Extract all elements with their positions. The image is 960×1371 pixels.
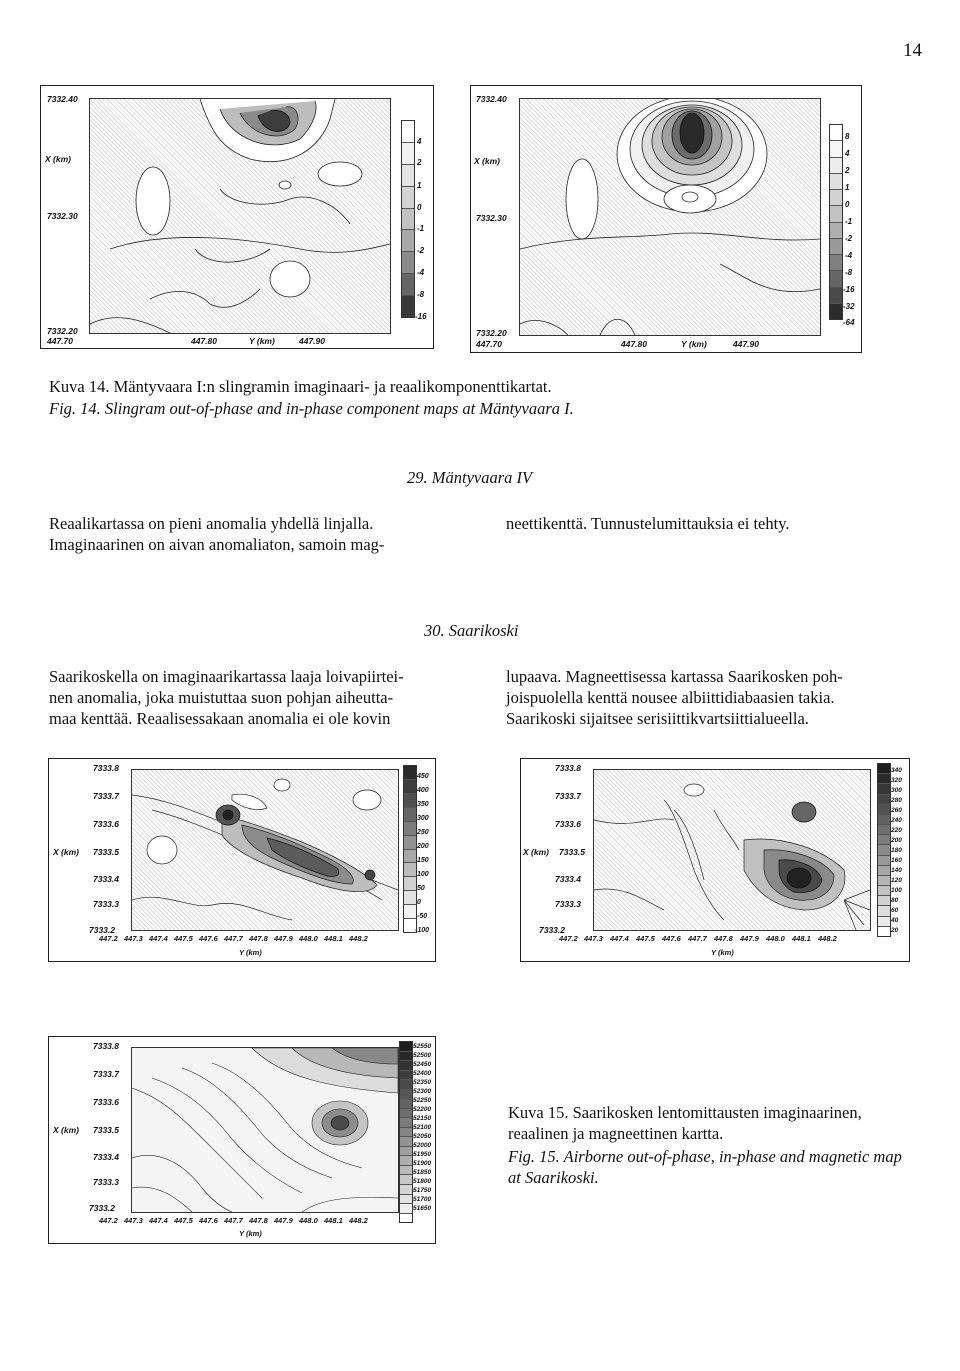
contour-plot	[593, 769, 871, 931]
y-tick: 447.5	[174, 1216, 193, 1225]
scale-label: 2	[845, 166, 850, 175]
scale-label: 350	[417, 801, 429, 808]
text-line: maa kenttää. Reaalisessakaan anomalia ei ole kovin	[49, 709, 391, 728]
scale-label: 0	[845, 200, 850, 209]
scale-label: 120	[891, 877, 902, 884]
scale-label: 260	[891, 807, 902, 814]
y-tick: 447.4	[149, 934, 168, 943]
y-tick: 447.3	[124, 934, 143, 943]
section-29-heading: 29. Mäntyvaara IV	[407, 468, 533, 487]
scale-label: 50	[417, 885, 425, 892]
x-tick: 7333.7	[93, 791, 119, 801]
y-tick: 447.6	[662, 934, 681, 943]
text-line: Imaginaarinen on aivan anomaliaton, samoin mag-	[49, 535, 385, 554]
scale-label: 51900	[413, 1160, 432, 1167]
scale-label: 51950	[413, 1151, 432, 1158]
fig15-magnetic-map	[48, 1036, 436, 1244]
x-tick: 7333.7	[93, 1069, 119, 1079]
y-tick: 447.7	[688, 934, 707, 943]
scale-label: -1	[845, 217, 853, 226]
x-axis-label: X (km)	[474, 156, 500, 166]
scale-label: -8	[845, 268, 853, 277]
scale-label: 160	[891, 857, 902, 864]
scale-label: 52500	[413, 1052, 432, 1059]
x-tick: 7333.2	[539, 925, 565, 935]
x-tick: 7333.4	[555, 874, 581, 884]
y-tick: 447.3	[124, 1216, 143, 1225]
scale-label: 200	[417, 843, 429, 850]
scale-label: 0	[417, 203, 422, 212]
x-tick: 7333.8	[93, 1041, 119, 1051]
y-tick: 447.6	[199, 1216, 218, 1225]
scale-label: -50	[417, 913, 428, 920]
scale-label: 100	[891, 887, 902, 894]
fig14-caption-fi: Kuva 14. Mäntyvaara I:n slingramin imaginaari- ja reaalikomponenttikartat.	[49, 377, 552, 396]
y-tick: 448.1	[324, 934, 343, 943]
scale-label: 52100	[413, 1124, 432, 1131]
scale-label: -4	[417, 268, 425, 277]
y-tick: 447.4	[610, 934, 629, 943]
x-tick: 7333.4	[93, 1152, 119, 1162]
scale-label: 450	[417, 773, 429, 780]
text-line: Saarikoski sijaitsee serisiittikvartsiittialueella.	[506, 709, 809, 728]
fig15-caption-en: Fig. 15. Airborne out-of-phase, in-phase and magnetic map at Saarikoski.	[508, 1147, 902, 1187]
scale-label: 220	[891, 827, 902, 834]
scale-label: 60	[891, 907, 899, 914]
x-tick: 7333.6	[555, 819, 581, 829]
section-30-left-text	[49, 666, 449, 729]
y-tick: 447.5	[636, 934, 655, 943]
scale-label: 52550	[413, 1043, 432, 1050]
scale-label: 51800	[413, 1178, 432, 1185]
text-line: neettikenttä. Tunnustelumittauksia ei tehty.	[506, 514, 790, 533]
y-tick: 447.2	[99, 1216, 118, 1225]
fig14-right-map	[470, 85, 862, 353]
scale-label: 250	[417, 829, 429, 836]
y-tick: 447.7	[224, 1216, 243, 1225]
section-29-left-text	[49, 513, 449, 555]
y-tick: 447.2	[99, 934, 118, 943]
y-tick-start: 447.70	[476, 339, 502, 349]
y-tick: 447.6	[199, 934, 218, 943]
scale-label: 20	[891, 927, 899, 934]
scale-label: 51850	[413, 1169, 432, 1176]
y-tick: 448.2	[349, 934, 368, 943]
y-tick: 447.2	[559, 934, 578, 943]
x-tick: 7333.6	[93, 819, 119, 829]
y-tick: 448.2	[349, 1216, 368, 1225]
scale-label: 200	[891, 837, 902, 844]
y-axis-label: Y (km)	[681, 339, 707, 349]
x-tick-top: 7332.40	[47, 94, 78, 104]
y-tick-end: 447.90	[733, 339, 759, 349]
color-scale	[399, 1041, 413, 1223]
y-tick: 448.0	[299, 934, 318, 943]
scale-label: 52050	[413, 1133, 432, 1140]
y-tick: 447.9	[274, 934, 293, 943]
scale-label: 150	[417, 857, 429, 864]
x-tick: 7333.8	[555, 763, 581, 773]
color-scale	[401, 120, 415, 318]
scale-label: 1	[845, 183, 850, 192]
color-scale	[829, 124, 843, 320]
x-tick: 7333.8	[93, 763, 119, 773]
y-tick: 448.0	[299, 1216, 318, 1225]
scale-label: 51650	[413, 1205, 432, 1212]
y-tick: 448.0	[766, 934, 785, 943]
x-tick: 7333.3	[93, 1177, 119, 1187]
y-tick: 448.1	[324, 1216, 343, 1225]
text-line: lupaava. Magneettisessa kartassa Saarikosken poh-	[506, 667, 843, 686]
scale-label: -8	[417, 290, 425, 299]
x-tick: 7333.5	[559, 847, 585, 857]
y-tick-start: 447.70	[47, 336, 73, 346]
scale-label: -100	[415, 927, 430, 934]
contour-plot	[131, 1047, 399, 1213]
fig15-caption-fi: Kuva 15. Saarikosken lentomittausten imaginaarinen, reaalinen ja magneettinen kartta.	[508, 1103, 862, 1143]
scale-label: 400	[417, 787, 429, 794]
scale-label: -1	[417, 224, 425, 233]
y-tick: 447.9	[740, 934, 759, 943]
x-tick-bottom: 7332.20	[476, 328, 507, 338]
scale-label: 52300	[413, 1088, 432, 1095]
x-tick: 7333.7	[555, 791, 581, 801]
scale-label: 52350	[413, 1079, 432, 1086]
text-line: Saarikoskella on imaginaarikartassa laaja loivapiirtei-	[49, 667, 404, 686]
y-axis-label: Y (km)	[239, 1229, 262, 1238]
contour-plot	[519, 98, 821, 336]
scale-label: 100	[417, 871, 429, 878]
y-tick-mid: 447.80	[621, 339, 647, 349]
scale-label: 320	[891, 777, 902, 784]
scale-label: 40	[891, 917, 899, 924]
page-number: 14	[903, 40, 922, 61]
text-line: nen anomalia, joka muistuttaa suon pohjan aiheutta-	[49, 688, 394, 707]
y-tick: 448.1	[792, 934, 811, 943]
scale-label: 240	[891, 817, 902, 824]
contour-plot	[131, 769, 399, 931]
y-tick: 447.4	[149, 1216, 168, 1225]
scale-label: 300	[417, 815, 429, 822]
color-scale	[403, 765, 417, 933]
scale-label: -16	[843, 285, 855, 294]
color-scale	[877, 763, 891, 937]
scale-label: 51700	[413, 1196, 432, 1203]
fig15-imaginary-map	[48, 758, 436, 962]
y-tick: 447.5	[174, 934, 193, 943]
section-30-heading: 30. Saarikoski	[424, 621, 519, 640]
x-tick: 7333.4	[93, 874, 119, 884]
y-tick-end: 447.90	[299, 336, 325, 346]
scale-label: -2	[417, 246, 425, 255]
scale-label: 340	[891, 767, 902, 774]
fig14-left-map	[40, 85, 434, 349]
scale-label: 52450	[413, 1061, 432, 1068]
scale-label: -64	[843, 318, 855, 327]
scale-label: -2	[845, 234, 853, 243]
y-tick: 447.8	[249, 934, 268, 943]
scale-label: 51750	[413, 1187, 432, 1194]
scale-label: 4	[845, 149, 850, 158]
y-axis-label: Y (km)	[249, 336, 275, 346]
scale-label: 52200	[413, 1106, 432, 1113]
y-tick: 447.8	[249, 1216, 268, 1225]
x-tick: 7333.5	[93, 1125, 119, 1135]
scale-label: 52250	[413, 1097, 432, 1104]
x-tick: 7333.6	[93, 1097, 119, 1107]
scale-label: 1	[417, 181, 422, 190]
x-axis-label: X (km)	[53, 1125, 79, 1135]
x-tick-bottom: 7332.20	[47, 326, 78, 336]
text-line: joispuolella kenttä nousee albiittidiabaasien takia.	[506, 688, 835, 707]
y-tick: 447.7	[224, 934, 243, 943]
y-axis-label: Y (km)	[711, 948, 734, 957]
scale-label: 300	[891, 787, 902, 794]
scale-label: 180	[891, 847, 902, 854]
x-tick-mid: 7332.30	[47, 211, 78, 221]
x-tick: 7333.3	[93, 899, 119, 909]
scale-label: 0	[417, 899, 421, 906]
y-axis-label: Y (km)	[239, 948, 262, 957]
x-tick: 7333.2	[89, 1203, 115, 1213]
y-tick: 447.9	[274, 1216, 293, 1225]
scale-label: 2	[417, 158, 422, 167]
scale-label: 52150	[413, 1115, 432, 1122]
scale-label: -32	[843, 302, 855, 311]
scale-label: -4	[845, 251, 853, 260]
scale-label: -16	[415, 312, 427, 321]
x-tick: 7333.5	[93, 847, 119, 857]
contour-plot	[89, 98, 391, 334]
x-axis-label: X (km)	[523, 847, 549, 857]
x-tick: 7333.3	[555, 899, 581, 909]
x-tick-mid: 7332.30	[476, 213, 507, 223]
text-line: Reaalikartassa on pieni anomalia yhdellä linjalla.	[49, 514, 374, 533]
x-tick-top: 7332.40	[476, 94, 507, 104]
scale-label: 52000	[413, 1142, 432, 1149]
section-30-right-text	[506, 666, 916, 729]
x-tick: 7333.2	[89, 925, 115, 935]
y-tick: 447.3	[584, 934, 603, 943]
scale-label: 52400	[413, 1070, 432, 1077]
x-axis-label: X (km)	[45, 154, 71, 164]
y-tick-mid: 447.80	[191, 336, 217, 346]
fig15-real-map	[520, 758, 910, 962]
fig14-caption-en: Fig. 14. Slingram out-of-phase and in-phase component maps at Mäntyvaara I.	[49, 399, 574, 418]
section-29-right-text	[506, 513, 906, 534]
scale-label: 140	[891, 867, 902, 874]
y-tick: 448.2	[818, 934, 837, 943]
y-tick: 447.8	[714, 934, 733, 943]
scale-label: 4	[417, 137, 422, 146]
x-axis-label: X (km)	[53, 847, 79, 857]
scale-label: 8	[845, 132, 850, 141]
scale-label: 280	[891, 797, 902, 804]
scale-label: 80	[891, 897, 899, 904]
